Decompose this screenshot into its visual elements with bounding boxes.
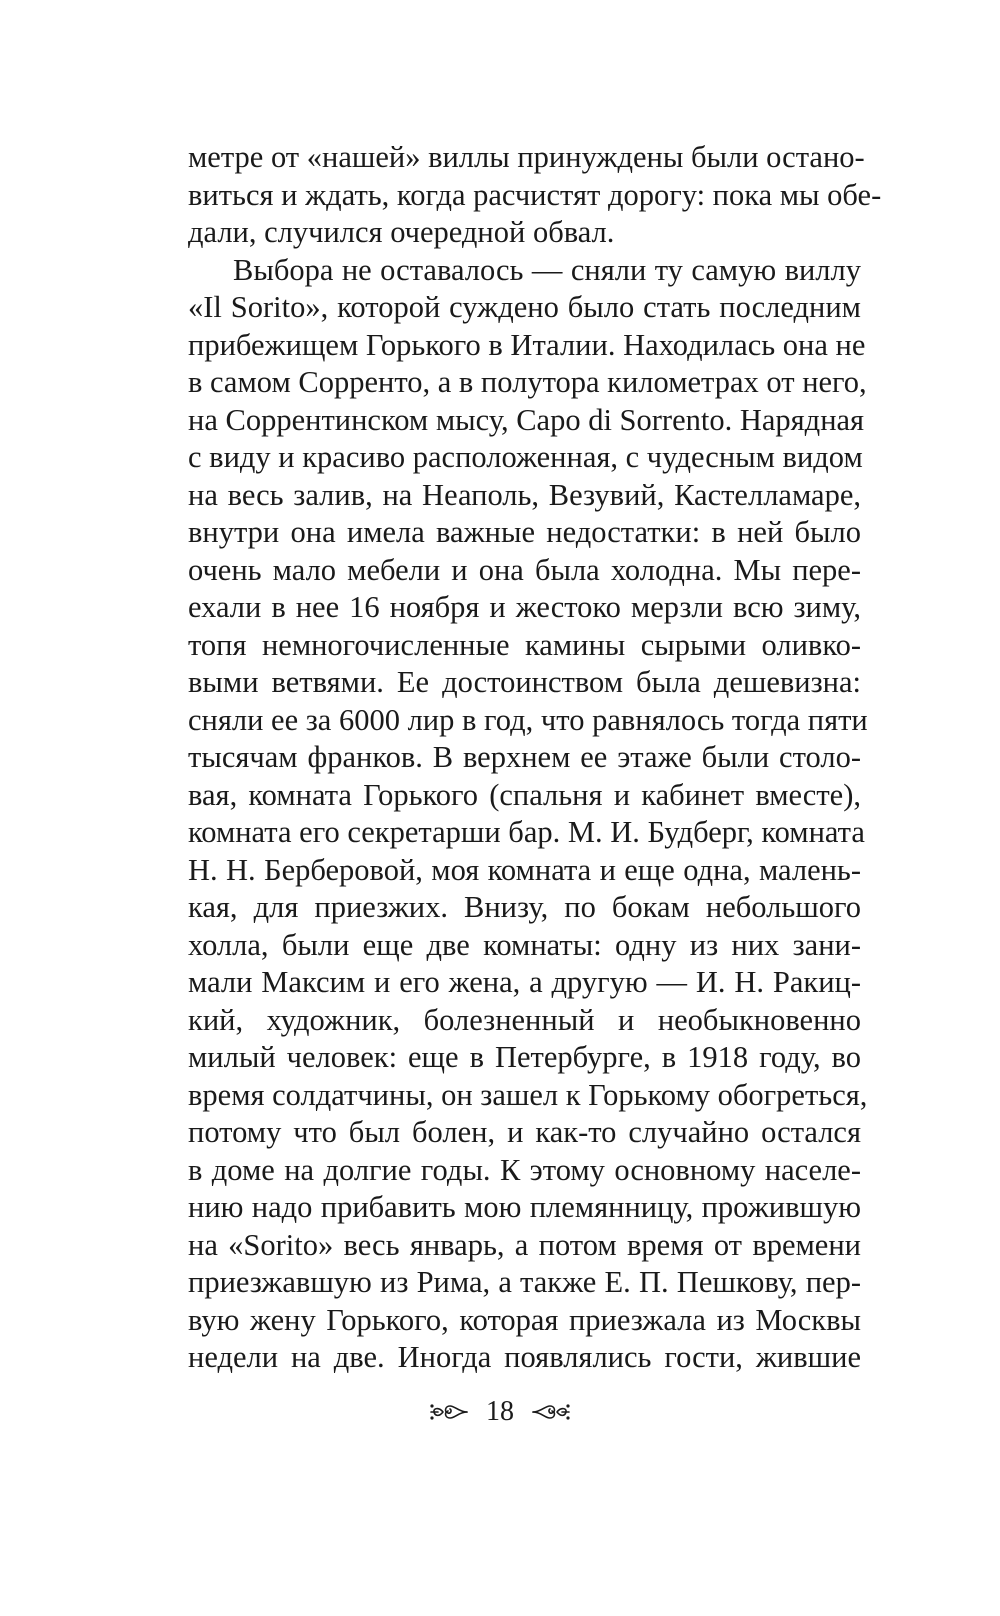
page-number: 18 bbox=[486, 1395, 514, 1427]
paragraph bbox=[188, 252, 868, 1377]
page-footer bbox=[0, 1390, 1000, 1432]
text-line: Н. Н. Берберовой, моя комната и еще одна, малень- bbox=[188, 852, 861, 887]
flourish-ornament-right-icon bbox=[531, 1397, 571, 1427]
text-line: прибежищем Горького в Италии. Находилась она не bbox=[188, 327, 866, 362]
text-line: комната его секретарши бар. М. И. Будберг, комната bbox=[188, 815, 865, 849]
text-line: вая, комната Горького (спальня и кабинет вместе), bbox=[188, 777, 861, 812]
flourish-ornament-left-icon bbox=[429, 1397, 469, 1427]
text-line: на весь залив, на Неаполь, Везувий, Кастелламаре, bbox=[188, 477, 861, 512]
text-line: вую жену Горького, которая приезжала из Москвы bbox=[188, 1302, 861, 1337]
text-line: Выбора не оставалось — сняли ту самую виллу bbox=[233, 252, 861, 287]
text-line: сняли ее за 6000 лир в год, что равнялось тогда пяти bbox=[188, 702, 868, 737]
text-line: время солдатчины, он зашел к Горькому обогреться, bbox=[188, 1077, 868, 1112]
text-line: холла, были еще две комнаты: одну из них зани- bbox=[188, 927, 861, 962]
text-line: на «Sorito» весь январь, а потом время от времени bbox=[188, 1227, 861, 1262]
text-line: топя немногочисленные камины сырыми оливко- bbox=[188, 627, 861, 662]
text-line: недели на две. Иногда появлялись гости, жившие bbox=[188, 1340, 861, 1374]
text-line: виться и ждать, когда расчистят дорогу: пока мы обе- bbox=[188, 177, 882, 212]
text-line: ехали в нее 16 ноября и жестоко мерзли всю зиму, bbox=[188, 590, 861, 624]
text-line: приезжавшую из Рима, а также Е. П. Пешкову, пер- bbox=[188, 1265, 861, 1299]
text-line: потому что был болен, и как-то случайно остался bbox=[188, 1115, 861, 1149]
text-line: мали Максим и его жена, а другую — И. Н. Ракиц- bbox=[188, 965, 861, 999]
text-line: с виду и красиво расположенная, с чудесным видом bbox=[188, 440, 863, 474]
text-line: в самом Сорренто, а в полутора километрах от него, bbox=[188, 365, 867, 399]
text-line: нию надо прибавить мою племянницу, прожившую bbox=[188, 1190, 861, 1224]
text-line: кая, для приезжих. Внизу, по бокам небольшого bbox=[188, 890, 861, 924]
text-line: «Il Sorito», которой суждено было стать последним bbox=[188, 290, 861, 324]
text-line: тысячам франков. В верхнем ее этаже были столо- bbox=[188, 740, 861, 774]
text-line: милый человек: еще в Петербурге, в 1918 году, во bbox=[188, 1040, 861, 1074]
paragraph bbox=[188, 139, 882, 252]
text-line: внутри она имела важные недостатки: в ней было bbox=[188, 515, 861, 549]
text-line: в доме на долгие годы. К этому основному населе- bbox=[188, 1152, 861, 1187]
text-line: кий, художник, болезненный и необыкновенно bbox=[188, 1002, 861, 1037]
text-line: дали, случился очередной обвал. bbox=[188, 215, 615, 249]
text-line: на Соррентинском мысу, Capo di Sorrento. Нарядная bbox=[188, 402, 865, 437]
text-line: очень мало мебели и она была холодна. Мы пере- bbox=[188, 552, 861, 587]
text-line: метре от «нашей» виллы принуждены были остано- bbox=[188, 140, 865, 174]
body-text bbox=[188, 139, 882, 1377]
text-line: выми ветвями. Ее достоинством была дешевизна: bbox=[188, 665, 861, 699]
